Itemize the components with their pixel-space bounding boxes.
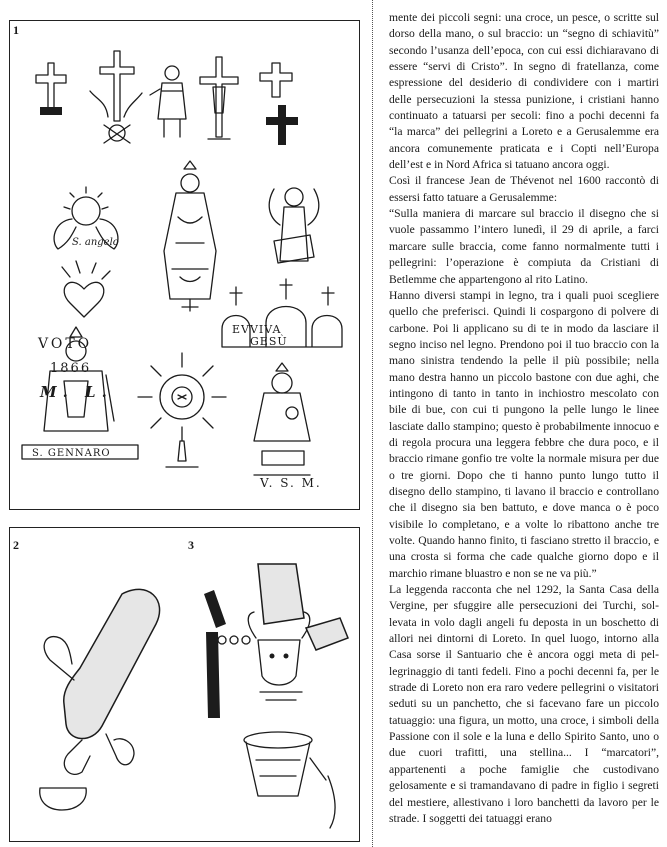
angel-with-book-icon — [269, 188, 319, 263]
paragraph: La leggenda racconta che nel 1292, la Santa Casa della Vergine, per sfuggire alle persecuzioni dei Turchi, sollevata in volo dagli angeli fu deposta in un boschetto di allori nei dintorni di Loreto. In quel luogo, intorno alla Casa sorse il Santuario che è ancora oggi meta di pellegrinaggio di tanti fedeli. Fino a pochi decenni fa, per le strade di Loreto non era raro vedere pellegrini o visitatori seduti su un panchetto, che si facevano fare un piccolo tatuaggio: una figura, un motto, una croce, i simboli della Passione con il sole e la luna e dello Spirito Santo, uno o due cuori trafitti, una stellina... I “marcatori”, appartenenti a poche famiglie che custodivano gelosamente e si tramandavano di padre in figlio i segreti del mestiere, allestivano i loro banchetti da lavoro per le strade. I soggetti dei tatuaggi erano — [389, 583, 659, 825]
saint-figure-icon — [150, 66, 186, 137]
monstrance-icon — [138, 353, 226, 467]
angel-head-icon — [54, 187, 119, 249]
madonna-of-loreto-icon — [164, 161, 216, 311]
paragraph: mente dei piccoli segni: una croce, un pesce, o scritte sul dorso della mano, o sul braccio: un “segno di schiavitù” secondo l’usanza dell’epoca, con cui essi dichiaravano di essere “servi di Cristo”. In segno di fratellanza, come espressione del desiderio di condividere con i martiri delle persecuzioni la stessa punizione, i cristiani hanno continuato a tatuarsi per secoli: fino a pochi decenni fa “la marca” dei pellegrini a Loreto e a Gerusalemme era ancora comunemente praticata e i Copti nell’Europa dell’est e in Nord Africa si tatuano ancora oggi. — [389, 11, 659, 172]
ink-cup-icon — [244, 732, 335, 828]
tattoo-designs-illustration — [10, 21, 361, 511]
crucifix-icon — [200, 57, 238, 139]
voto-label: VOTO — [38, 336, 93, 352]
crucifix-with-skull-icon — [90, 51, 142, 143]
figure-2-number: 2 — [13, 538, 19, 552]
tattoo-paddle-tool-icon — [40, 589, 160, 810]
paragraph: Così il francese Jean de Thévenot nel 1600 raccontò di essersi fatto tatuare a Gerusalemme: — [389, 174, 659, 204]
gesu-label: GESÙ — [250, 335, 288, 348]
sacred-heart-icon — [62, 261, 110, 317]
angelo-label: S. angelo — [72, 237, 119, 248]
article-text-column — [389, 10, 659, 827]
lamb-emblem-icon — [248, 612, 348, 700]
initials-label: M. L. — [40, 383, 113, 401]
figure-1-panel — [9, 20, 360, 510]
year-label: 1866 — [50, 361, 92, 376]
gennaro-label: S. GENNARO — [32, 448, 111, 459]
stamp-block-icon — [204, 564, 304, 718]
cross-outline-icon — [36, 63, 66, 115]
cross-heart-icon — [260, 63, 298, 145]
vsm-label: V. S. M. — [260, 476, 322, 490]
evviva-gesu-domes-icon — [222, 279, 342, 348]
column-divider — [372, 0, 375, 847]
quote-paragraph: “Sulla maniera di marcare sul braccio il disegno che si vuole passammo l’intero lunedì, il 29 di aprile, a farci marcare sulle braccia, come fanno normalmente tutti i pellegrini: l’operazione è compiuta da Cristiani di Betlemme che appartengono al rito Latino. — [389, 207, 659, 286]
figure-3-number: 3 — [188, 538, 194, 552]
quote-paragraph: Hanno diversi stampi in legno, tra i quali puoi scegliere quello che preferisci. Quindi li cospargono di polvere di carbone. Poi li applicano su di te in modo da lasciare il segno inciso nel legno. Prendono poi il tuo braccio con la mano sinistra tendendo la pelle il più possibile; nella mano destra hanno un piccolo bastone con due aghi, che intingono di tanto in tanto in inchiostro mescolato con bile di bue, con cui ti pungono la pelle lungo le linee lasciate dallo stampino; questo è probabilmente innocuo e di regola procura una leggera febbre che dura poco, e il braccio rimane gonfio tre volte la normale misura per due o tre giorni. Dopo che ti hanno punto lungo tutto il disegno dello stampino, ti lavano il braccio e controllano che il disegno sia ben battuto, e dove manca o è poco visibile lo completano, e a volte lo ribattono anche tre volte. Quando hanno finito, ti fasciano stretto il braccio, e una crosta si forma che cade qualche giorno dopo e il marchio rimane bluastro e non se ne va più.” — [389, 288, 659, 580]
madonna-and-child-icon — [254, 363, 322, 490]
evviva-label: EVVIVA — [232, 323, 282, 336]
figure-1-number: 1 — [13, 23, 19, 37]
tattoo-tools-illustration — [10, 528, 361, 843]
figure-2-3-panel — [9, 527, 360, 842]
